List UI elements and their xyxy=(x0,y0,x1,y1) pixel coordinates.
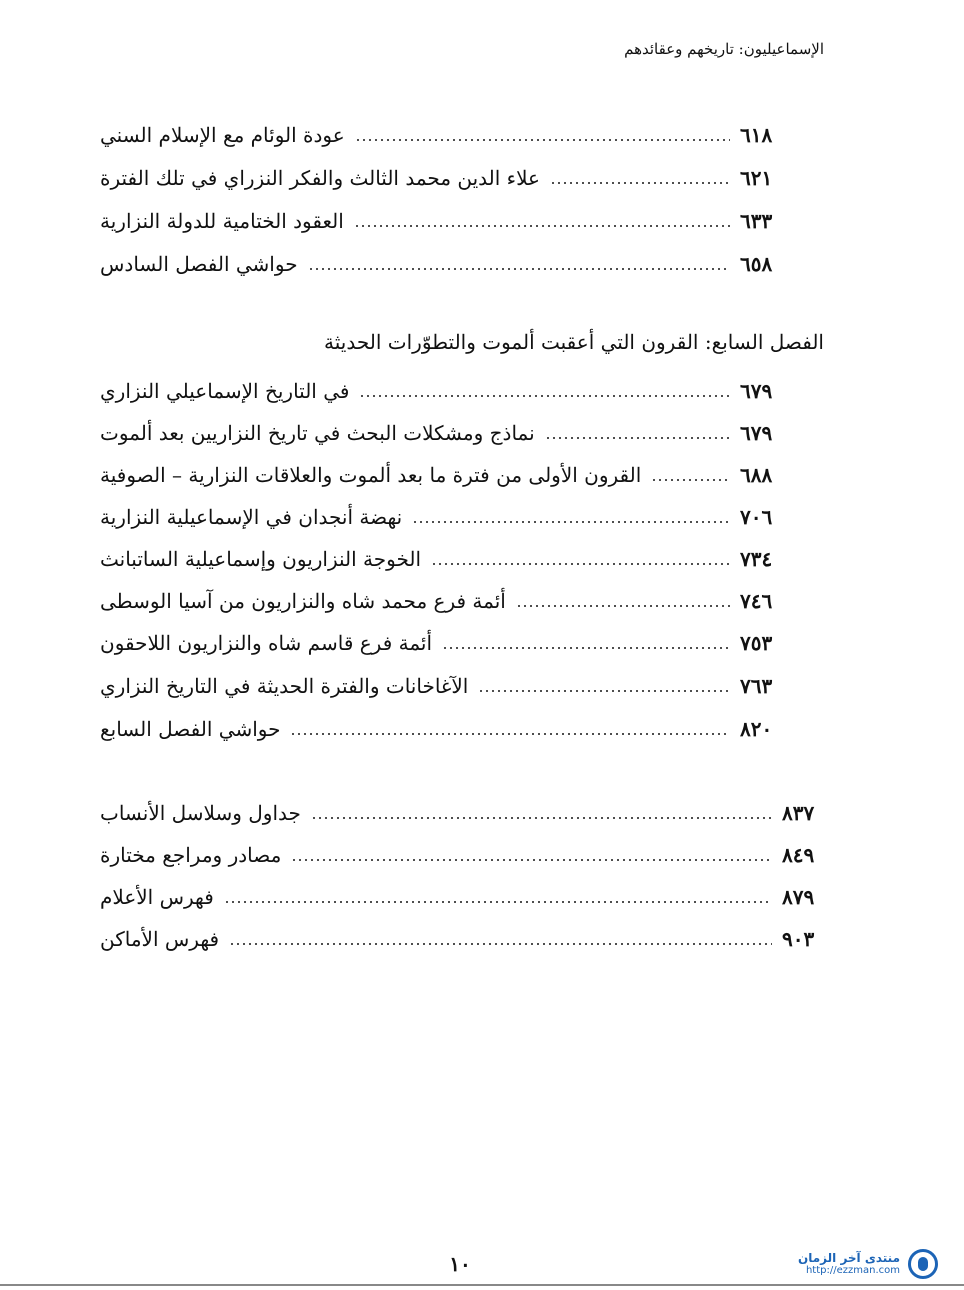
toc-entry xyxy=(100,456,782,494)
toc-entry-title: جداول وسلاسل الأنساب xyxy=(100,801,301,825)
toc-entry-page: ٦١٨ xyxy=(740,123,773,147)
toc-entry xyxy=(100,667,782,705)
toc-entry-page: ٦٢١ xyxy=(740,166,773,190)
toc-entry xyxy=(100,116,782,154)
toc-entry xyxy=(100,498,782,536)
toc-entry-page: ٦٥٨ xyxy=(740,252,773,276)
toc-entry xyxy=(100,414,782,452)
toc-entry-title: أئمة فرع قاسم شاه والنزاريون اللاحقون xyxy=(100,631,433,655)
toc-entry xyxy=(100,582,782,620)
toc-entry-page: ٩٠٣ xyxy=(782,927,815,951)
toc-entry xyxy=(100,540,782,578)
toc-entry xyxy=(100,836,824,874)
toc-entry-page: ٦٨٨ xyxy=(740,463,773,487)
dot-leader xyxy=(516,605,730,607)
toc-entry-page: ٧٣٤ xyxy=(740,547,773,571)
toc-entry-page: ٦٧٩ xyxy=(740,379,773,403)
toc-entry-title: نماذج ومشكلات البحث في تاريخ النزاريين بعد ألموت xyxy=(100,421,535,445)
toc-entry xyxy=(100,159,782,197)
dot-leader xyxy=(224,901,772,903)
watermark-text xyxy=(798,1252,900,1276)
toc-entry-title: فهرس الأماكن xyxy=(100,927,220,951)
toc-entry-page: ٦٣٣ xyxy=(740,209,773,233)
toc-entry-title: أئمة فرع محمد شاه والنزاريون من آسيا الوسطى xyxy=(100,589,506,613)
toc-entry-title: الآغاخانات والفترة الحديثة في التاريخ النزاري xyxy=(100,674,469,698)
toc-entry xyxy=(100,710,782,748)
toc-entry-title: نهضة أنجدان في الإسماعيلية النزارية xyxy=(100,505,403,529)
toc-entry-title: في التاريخ الإسماعيلي النزاري xyxy=(100,379,350,403)
toc-entry-title: حواشي الفصل السادس xyxy=(100,252,298,276)
chapter-heading: الفصل السابع: القرون التي أعقبت ألموت والتطوّرات الحديثة xyxy=(324,330,824,354)
toc-entry-page: ٨٣٧ xyxy=(782,801,815,825)
toc-entry-page: ٦٧٩ xyxy=(740,421,773,445)
dot-leader xyxy=(311,817,772,819)
toc-entry xyxy=(100,920,824,958)
dot-leader xyxy=(291,859,772,861)
toc-entry-page: ٧٠٦ xyxy=(740,505,773,529)
dot-leader xyxy=(478,690,730,692)
toc-entry xyxy=(100,245,782,283)
watermark xyxy=(798,1244,938,1284)
toc-entry-title: علاء الدين محمد الثالث والفكر النزراي في تلك الفترة xyxy=(100,166,540,190)
dot-leader xyxy=(354,225,730,227)
toc-entry-title: مصادر ومراجع مختارة xyxy=(100,843,282,867)
toc-entry-page: ٧٤٦ xyxy=(740,589,773,613)
toc-entry-title: حواشي الفصل السابع xyxy=(100,717,281,741)
toc-entry xyxy=(100,878,824,916)
dot-leader xyxy=(651,479,730,481)
dot-leader xyxy=(545,437,730,439)
toc-entry-page: ٧٥٣ xyxy=(740,631,773,655)
toc-entry xyxy=(100,202,782,240)
page-number: ١٠ xyxy=(449,1252,471,1276)
bottom-border xyxy=(0,1284,964,1286)
dot-leader xyxy=(359,395,730,397)
dot-leader xyxy=(355,139,730,141)
running-header: الإسماعيليون: تاريخهم وعقائدهم xyxy=(624,40,824,58)
toc-entry-page: ٨٤٩ xyxy=(782,843,815,867)
toc-entry-page: ٨٧٩ xyxy=(782,885,815,909)
dot-leader xyxy=(229,943,772,945)
dot-leader xyxy=(308,268,730,270)
dot-leader xyxy=(442,647,730,649)
watermark-url: http://ezzman.com xyxy=(805,1265,900,1277)
dot-leader xyxy=(412,521,730,523)
dot-leader xyxy=(550,182,730,184)
toc-entry-title: عودة الوئام مع الإسلام السني xyxy=(100,123,345,147)
toc-entry xyxy=(100,794,824,832)
dot-leader xyxy=(431,563,730,565)
toc-entry-title: فهرس الأعلام xyxy=(100,885,214,909)
watermark-name: منتدى آخر الزمان xyxy=(798,1250,900,1265)
toc-entry xyxy=(100,372,782,410)
toc-entry xyxy=(100,624,782,662)
toc-entry-page: ٧٦٣ xyxy=(740,674,773,698)
toc-entry-page: ٨٢٠ xyxy=(740,717,773,741)
forum-logo-icon xyxy=(908,1249,938,1279)
toc-entry-title: العقود الختامية للدولة النزارية xyxy=(100,209,344,233)
toc-entry-title: الخوجة النزاريون وإسماعيلية الساتبانث xyxy=(100,547,422,571)
dot-leader xyxy=(290,733,730,735)
toc-entry-title: القرون الأولى من فترة ما بعد ألموت والعلاقات النزارية – الصوفية xyxy=(100,463,642,487)
